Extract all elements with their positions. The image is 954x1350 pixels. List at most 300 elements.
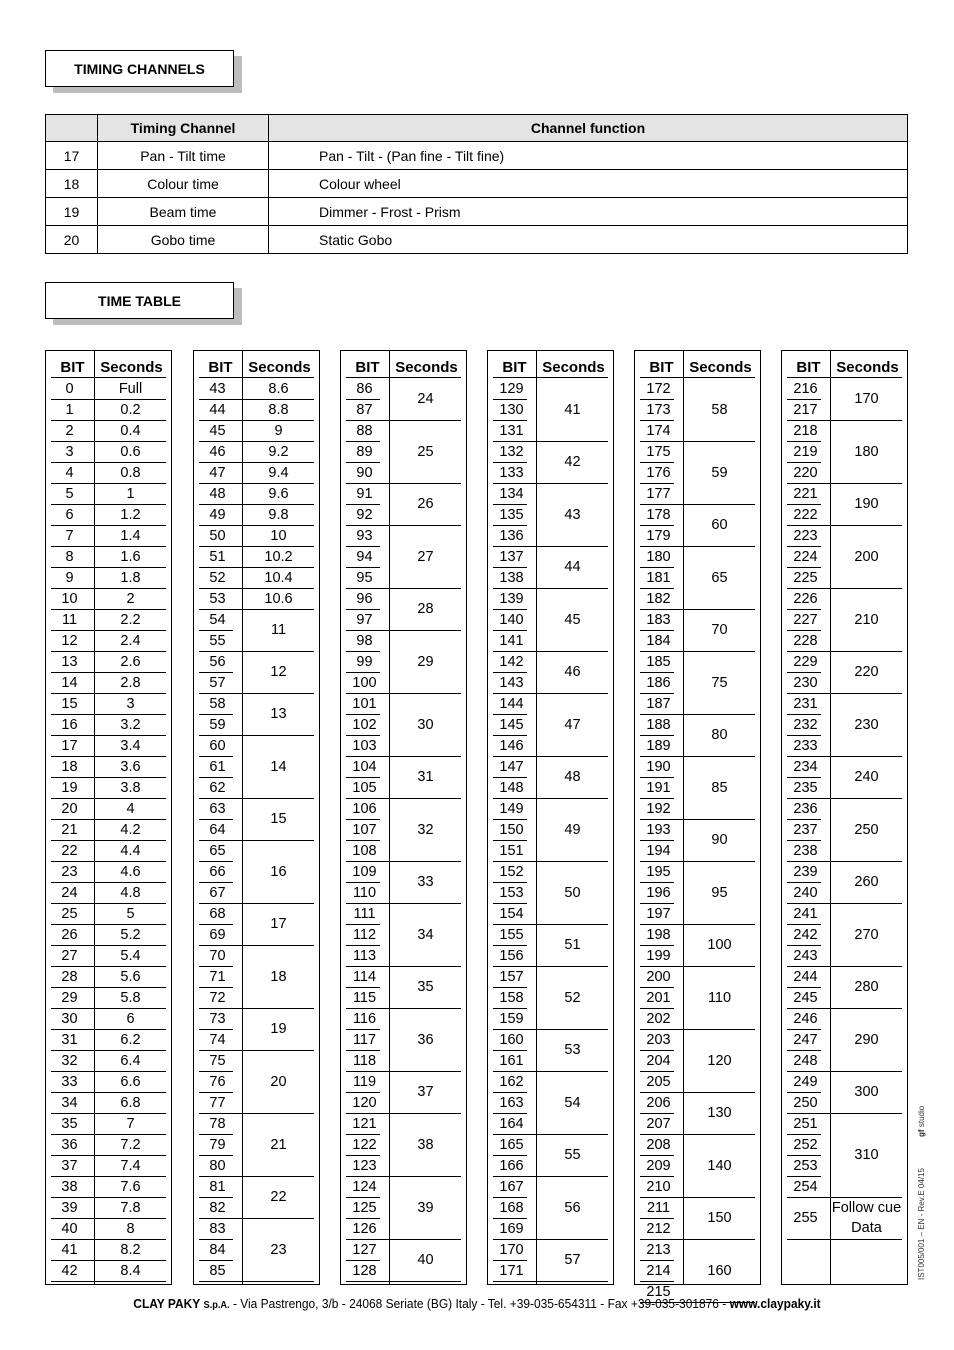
bit-value: 235 <box>793 779 818 796</box>
bit-value: 42 <box>61 1262 78 1279</box>
bit-value: 64 <box>209 821 226 838</box>
bit-value: 229 <box>793 653 818 670</box>
bit-value: 164 <box>499 1115 524 1132</box>
seconds-value: 1.6 <box>120 548 141 565</box>
bit-value: 233 <box>793 737 818 754</box>
seconds-value: 2 <box>126 590 135 607</box>
seconds-value: 95 <box>711 884 728 901</box>
bit-value: 143 <box>499 674 524 691</box>
seconds-value: 150 <box>707 1210 732 1226</box>
bit-value: 96 <box>356 590 373 607</box>
footer <box>38 1296 916 1311</box>
seconds-value: 53 <box>564 1042 581 1058</box>
bit-value: 68 <box>209 905 226 922</box>
bit-value: 181 <box>646 569 671 586</box>
seconds-value: 9.8 <box>268 506 289 523</box>
seconds-value: 0.6 <box>120 443 141 460</box>
bit-value: 248 <box>793 1052 818 1069</box>
seconds-value: 32 <box>417 821 434 838</box>
bit-value: 140 <box>499 611 524 628</box>
bit-value: 35 <box>61 1115 78 1132</box>
seconds-value: 59 <box>711 464 728 481</box>
seconds-value: 34 <box>417 926 434 943</box>
seconds-value: 15 <box>270 811 287 827</box>
bit-value: 11 <box>61 611 78 628</box>
table-header-cell: Timing Channel <box>98 115 269 142</box>
seconds-value: 29 <box>417 653 434 670</box>
bit-value: 121 <box>352 1115 377 1132</box>
bit-value: 10 <box>61 590 78 607</box>
bit-value: 228 <box>793 632 818 649</box>
channel-function: Colour wheel <box>269 170 908 198</box>
seconds-value: 190 <box>854 496 879 512</box>
seconds-value: 310 <box>854 1147 879 1163</box>
seconds-value: 7 <box>126 1115 135 1132</box>
seconds-value: 55 <box>564 1147 581 1163</box>
bit-value: 25 <box>61 905 78 922</box>
bit-value: 204 <box>646 1052 671 1069</box>
bit-value: 87 <box>356 401 373 418</box>
bit-value: 238 <box>793 842 818 859</box>
bit-value: 86 <box>356 380 373 397</box>
seconds-value: 39 <box>417 1199 434 1216</box>
bit-value: 120 <box>352 1094 377 1111</box>
bit-value: 159 <box>499 1010 524 1027</box>
table-header-cell: Channel function <box>269 115 908 142</box>
bit-value: 91 <box>356 485 373 502</box>
seconds-value: 10 <box>270 527 287 544</box>
bit-value: 155 <box>499 926 524 943</box>
bit-value: 16 <box>61 716 78 733</box>
bit-value: 104 <box>352 758 377 775</box>
bit-value: 13 <box>61 653 78 670</box>
time-table-column <box>781 350 908 1285</box>
seconds-value: 0.8 <box>120 464 141 481</box>
bit-value: 131 <box>499 422 524 439</box>
seconds-value: 130 <box>707 1105 732 1121</box>
bit-value: 174 <box>646 422 671 439</box>
bit-value: 76 <box>209 1073 226 1090</box>
seconds-value: 47 <box>564 716 581 733</box>
bit-value: 53 <box>209 590 226 607</box>
seconds-value: 85 <box>711 779 728 796</box>
bit-value: 33 <box>61 1073 78 1090</box>
bit-value: 145 <box>499 716 524 733</box>
bit-value: 110 <box>352 884 377 901</box>
bit-value: 50 <box>209 527 226 544</box>
seconds-value: 1.8 <box>120 569 141 586</box>
bit-value: 26 <box>61 926 78 943</box>
bit-value: 206 <box>646 1094 671 1111</box>
footer-address: - Via Pastrengo, 3/b - 24068 Seriate (BG) Italy - Tel. +39-035-654311 - Fax +39-035-301876 - <box>229 1296 730 1311</box>
bit-value: 176 <box>646 464 671 481</box>
bit-value: 226 <box>793 590 818 607</box>
bit-value: 177 <box>646 485 671 502</box>
bit-value: 103 <box>352 737 377 754</box>
seconds-value: 240 <box>854 769 879 785</box>
bit-value: 108 <box>352 842 377 859</box>
bit-value: 4 <box>65 464 74 481</box>
bit-value: 241 <box>793 905 818 922</box>
bit-value: 189 <box>646 737 671 754</box>
seconds-value: 51 <box>564 937 581 953</box>
bit-value: 14 <box>61 674 78 691</box>
seconds-value: 250 <box>854 821 879 838</box>
bit-value: 254 <box>793 1178 818 1195</box>
bit-value: 188 <box>646 716 671 733</box>
bit-value: 247 <box>793 1031 818 1048</box>
seconds-value: 120 <box>707 1052 732 1069</box>
seconds-value: 57 <box>564 1252 581 1268</box>
bit-value: 59 <box>209 716 226 733</box>
seconds-value: 2.2 <box>120 611 141 628</box>
bit-value: 46 <box>209 443 226 460</box>
seconds-value: 1.2 <box>120 506 141 523</box>
seconds-value: 8.6 <box>268 380 289 397</box>
bit-value: 187 <box>646 695 671 712</box>
bit-value: 72 <box>209 989 226 1006</box>
seconds-value: 19 <box>270 1021 287 1037</box>
seconds-value: 27 <box>417 548 434 565</box>
bit-value: 161 <box>499 1052 524 1069</box>
seconds-header: Seconds <box>689 359 752 376</box>
bit-value: 22 <box>61 842 78 859</box>
bit-value: 92 <box>356 506 373 523</box>
bit-value: 218 <box>793 422 818 439</box>
seconds-value: 37 <box>417 1084 434 1100</box>
bit-value: 112 <box>352 926 377 943</box>
bit-value: 36 <box>61 1136 78 1153</box>
bit-value: 202 <box>646 1010 671 1027</box>
bit-value: 223 <box>793 527 818 544</box>
seconds-value: 140 <box>707 1157 732 1174</box>
table-row <box>46 170 908 198</box>
seconds-value: 23 <box>270 1241 287 1258</box>
seconds-value: 7.4 <box>120 1157 141 1174</box>
seconds-value: 10.4 <box>264 569 293 586</box>
group-divider <box>199 1281 314 1282</box>
seconds-value: 16 <box>270 863 287 880</box>
bit-value: 172 <box>646 380 671 397</box>
seconds-value: 48 <box>564 769 581 785</box>
bit-value: 78 <box>209 1115 226 1132</box>
bit-value: 138 <box>499 569 524 586</box>
bit-value: 186 <box>646 674 671 691</box>
bit-value: 0 <box>65 380 74 397</box>
bit-value: 230 <box>793 674 818 691</box>
bit-value: 149 <box>499 800 524 817</box>
bit-value: 236 <box>793 800 818 817</box>
bit-header: BIT <box>796 359 821 376</box>
bit-value: 89 <box>356 443 373 460</box>
timing-channel: Gobo time <box>98 226 269 254</box>
channel-function: Pan - Tilt - (Pan fine - Tilt fine) <box>269 142 908 170</box>
group-divider <box>51 1281 166 1282</box>
bit-value: 123 <box>352 1157 377 1174</box>
bit-value: 116 <box>352 1010 377 1027</box>
seconds-value: 3.2 <box>120 716 141 733</box>
bit-value: 208 <box>646 1136 671 1153</box>
bit-value: 183 <box>646 611 671 628</box>
seconds-value: 9 <box>274 422 283 439</box>
seconds-value: 1 <box>126 485 135 502</box>
bit-value: 127 <box>352 1241 377 1258</box>
seconds-value: 3 <box>126 695 135 712</box>
seconds-value: Full <box>118 380 143 397</box>
bit-value: 184 <box>646 632 671 649</box>
bit-value: 162 <box>499 1073 524 1090</box>
seconds-value: 90 <box>711 832 728 848</box>
seconds-value: 80 <box>711 727 728 743</box>
bit-value: 217 <box>793 401 818 418</box>
bit-value: 227 <box>793 611 818 628</box>
bit-value: 63 <box>209 800 226 817</box>
bit-value: 171 <box>499 1262 524 1279</box>
bit-value: 19 <box>61 779 78 796</box>
bit-value: 109 <box>352 863 377 880</box>
seconds-value: 35 <box>417 979 434 995</box>
seconds-value: 8.2 <box>120 1241 141 1258</box>
bit-value: 70 <box>209 947 226 964</box>
seconds-value: 45 <box>564 611 581 628</box>
seconds-value: 3.4 <box>120 737 141 754</box>
channel-number: 20 <box>46 226 98 254</box>
seconds-value: 160 <box>707 1262 732 1279</box>
seconds-value: 3.6 <box>120 758 141 775</box>
bit-value: 97 <box>356 611 373 628</box>
bit-value: 40 <box>61 1220 78 1237</box>
bit-header: BIT <box>502 359 527 376</box>
seconds-value: 1.4 <box>120 527 141 544</box>
channel-number: 18 <box>46 170 98 198</box>
bit-value: 83 <box>209 1220 226 1237</box>
bit-value: 9 <box>65 569 74 586</box>
bit-value: 242 <box>793 926 818 943</box>
bit-value: 134 <box>499 485 524 502</box>
bit-value: 21 <box>61 821 78 838</box>
bit-value: 163 <box>499 1094 524 1111</box>
bit-value: 107 <box>352 821 377 838</box>
bit-value: 94 <box>356 548 373 565</box>
bit-value: 215 <box>646 1283 671 1300</box>
group-divider <box>787 1239 902 1240</box>
bit-value: 224 <box>793 548 818 565</box>
seconds-value: 4.6 <box>120 863 141 880</box>
time-table-column <box>487 350 614 1285</box>
bit-value: 6 <box>65 506 74 523</box>
group-divider <box>493 1281 608 1282</box>
studio-name: studio <box>917 1105 926 1128</box>
seconds-value: 2.8 <box>120 674 141 691</box>
seconds-value: 44 <box>564 559 581 575</box>
bit-value: 17 <box>61 737 78 754</box>
bit-value: 115 <box>352 989 377 1006</box>
bit-value: 169 <box>499 1220 524 1237</box>
bit-value: 136 <box>499 527 524 544</box>
bit-value: 180 <box>646 548 671 565</box>
timing-channels-title-text: TIMING CHANNELS <box>74 60 205 77</box>
seconds-value: 21 <box>270 1136 287 1153</box>
bit-value: 194 <box>646 842 671 859</box>
bit-value: 37 <box>61 1157 78 1174</box>
bit-value: 95 <box>356 569 373 586</box>
bit-value: 84 <box>209 1241 226 1258</box>
seconds-value: 46 <box>564 664 581 680</box>
time-table-title <box>45 282 234 319</box>
bit-value: 196 <box>646 884 671 901</box>
footer-company: CLAY PAKY <box>133 1296 201 1311</box>
bit-value: 99 <box>356 653 373 670</box>
bit-value: 142 <box>499 653 524 670</box>
bit-value: 191 <box>646 779 671 796</box>
bit-value: 39 <box>61 1199 78 1216</box>
bit-value: 51 <box>209 548 226 565</box>
bit-value: 214 <box>646 1262 671 1279</box>
seconds-value: 65 <box>711 569 728 586</box>
bit-value: 31 <box>61 1031 78 1048</box>
timing-channel: Pan - Tilt time <box>98 142 269 170</box>
seconds-value: 260 <box>854 874 879 890</box>
bit-value: 41 <box>61 1241 78 1258</box>
seconds-value: 5.8 <box>120 989 141 1006</box>
bit-value: 3 <box>65 443 74 460</box>
bit-value: 113 <box>352 947 377 964</box>
seconds-value: 8.4 <box>120 1262 141 1279</box>
bit-value: 212 <box>646 1220 671 1237</box>
bit-value: 2 <box>65 422 74 439</box>
bit-value: 118 <box>352 1052 377 1069</box>
bit-value: 60 <box>209 737 226 754</box>
seconds-value: 200 <box>854 548 879 565</box>
seconds-value: 56 <box>564 1199 581 1216</box>
seconds-value: 25 <box>417 443 434 460</box>
bit-value: 234 <box>793 758 818 775</box>
bit-value: 57 <box>209 674 226 691</box>
bit-value: 8 <box>65 548 74 565</box>
seconds-value: 5.2 <box>120 926 141 943</box>
bit-value: 81 <box>209 1178 226 1195</box>
bit-value: 197 <box>646 905 671 922</box>
bit-value: 122 <box>352 1136 377 1153</box>
bit-value: 71 <box>209 968 226 985</box>
bit-value: 114 <box>352 968 377 985</box>
bit-value: 160 <box>499 1031 524 1048</box>
time-table-column <box>634 350 761 1300</box>
bit-value: 219 <box>793 443 818 460</box>
bit-header: BIT <box>355 359 380 376</box>
seconds-value: 52 <box>564 989 581 1006</box>
seconds-value: 5.6 <box>120 968 141 985</box>
seconds-value: 280 <box>854 979 879 995</box>
table-row <box>46 198 908 226</box>
bit-value: 117 <box>352 1031 377 1048</box>
bit-value: 52 <box>209 569 226 586</box>
seconds-value: 7.6 <box>120 1178 141 1195</box>
seconds-value: 28 <box>417 601 434 617</box>
bit-value: 45 <box>209 422 226 439</box>
seconds-value: 60 <box>711 517 728 533</box>
bit-value: 43 <box>209 380 226 397</box>
bit-value: 168 <box>499 1199 524 1216</box>
time-table-column <box>193 350 320 1285</box>
seconds-value: 31 <box>417 769 434 785</box>
bit-value: 28 <box>61 968 78 985</box>
timing-channel: Colour time <box>98 170 269 198</box>
bit-value: 79 <box>209 1136 226 1153</box>
bit-value: 210 <box>646 1178 671 1195</box>
seconds-value: 7.8 <box>120 1199 141 1216</box>
seconds-header: Seconds <box>100 359 163 376</box>
bit-value: 221 <box>793 485 818 502</box>
bit-value: 192 <box>646 800 671 817</box>
bit-value: 74 <box>209 1031 226 1048</box>
time-table-title-text: TIME TABLE <box>98 292 181 309</box>
seconds-value: 4 <box>126 800 135 817</box>
bit-value: 220 <box>793 464 818 481</box>
bit-value: 178 <box>646 506 671 523</box>
footer-spa: S.p.A. <box>203 1300 230 1311</box>
seconds-value: 18 <box>270 968 287 985</box>
bit-value: 67 <box>209 884 226 901</box>
bit-value: 34 <box>61 1094 78 1111</box>
seconds-header: Seconds <box>836 359 899 376</box>
bit-value: 101 <box>352 695 377 712</box>
footer-website: www.claypaky.it <box>729 1296 821 1311</box>
group-divider <box>346 1281 461 1282</box>
bit-value: 85 <box>209 1262 226 1279</box>
seconds-value: 300 <box>854 1084 879 1100</box>
seconds-value: 12 <box>270 664 287 680</box>
bit-value: 179 <box>646 527 671 544</box>
seconds-value: 75 <box>711 674 728 691</box>
seconds-value: 13 <box>270 706 287 722</box>
bit-value: 106 <box>352 800 377 817</box>
bit-value: 119 <box>352 1073 377 1090</box>
bit-value: 156 <box>499 947 524 964</box>
bit-value: 141 <box>499 632 524 649</box>
bit-value: 20 <box>61 800 78 817</box>
bit-value: 102 <box>352 716 377 733</box>
seconds-value: 220 <box>854 664 879 680</box>
seconds-value: 49 <box>564 821 581 838</box>
bit-value: 61 <box>209 758 226 775</box>
bit-value: 166 <box>499 1157 524 1174</box>
seconds-value: 3.8 <box>120 779 141 796</box>
bit-value: 32 <box>61 1052 78 1069</box>
bit-value: 199 <box>646 947 671 964</box>
bit-value: 147 <box>499 758 524 775</box>
bit-value: 29 <box>61 989 78 1006</box>
bit-value: 158 <box>499 989 524 1006</box>
bit-value: 173 <box>646 401 671 418</box>
seconds-value: 6 <box>126 1010 135 1027</box>
bit-value: 195 <box>646 863 671 880</box>
seconds-value: 6.2 <box>120 1031 141 1048</box>
seconds-value: 290 <box>854 1031 879 1048</box>
bit-value: 58 <box>209 695 226 712</box>
bit-value: 253 <box>793 1157 818 1174</box>
bit-value: 190 <box>646 758 671 775</box>
timing-channels-table <box>45 114 908 254</box>
table-header-row <box>46 115 908 142</box>
seconds-header: Seconds <box>248 359 311 376</box>
bit-value: 144 <box>499 695 524 712</box>
seconds-value: 9.6 <box>268 485 289 502</box>
bit-value: 66 <box>209 863 226 880</box>
bit-value: 100 <box>352 674 377 691</box>
bit-value: 62 <box>209 779 226 796</box>
time-table-column <box>45 350 172 1285</box>
